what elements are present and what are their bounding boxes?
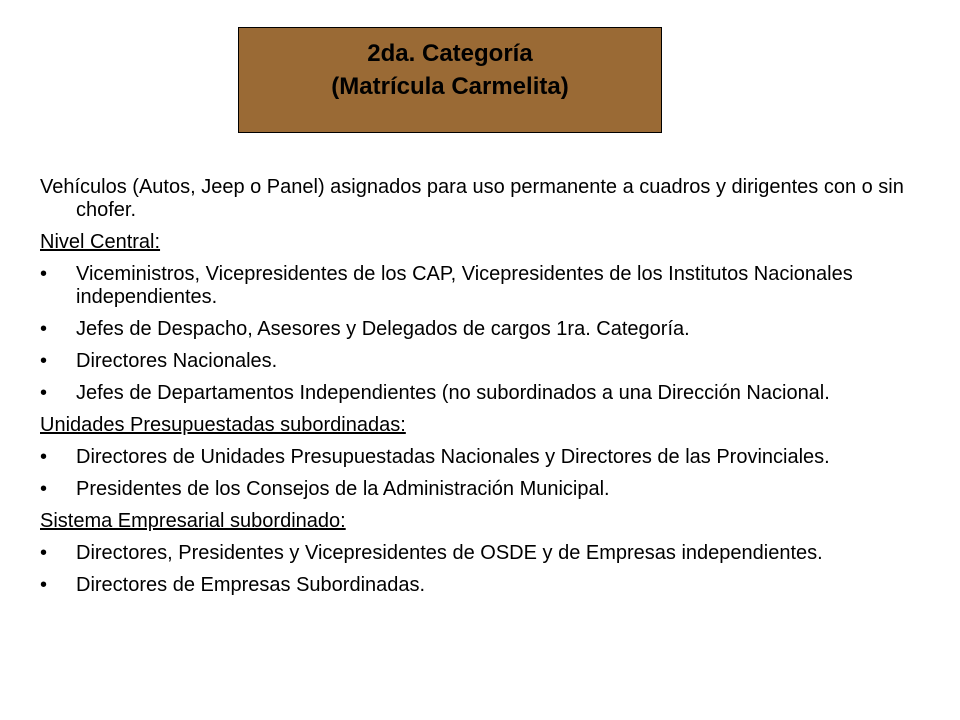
bullet-icon: • [40,263,48,285]
category-subtitle: (Matrícula Carmelita) [331,73,569,100]
slide-body [40,176,930,606]
list-item-text: Viceministros, Vicepresidentes de los CAP, Vicepresidentes de los Institutos Nacionales independientes. [76,263,853,308]
list-item [40,574,930,597]
intro-paragraph: Vehículos (Autos, Jeep o Panel) asignados para uso permanente a cuadros y dirigentes con o sin chofer. [40,176,904,221]
bullet-icon: • [40,318,48,340]
list-item-text: Directores de Empresas Subordinadas. [76,574,426,596]
section-heading-unidades-presupuestadas: Unidades Presupuestadas subordinadas: [40,414,406,436]
list-item [40,446,930,469]
bullet-icon: • [40,382,48,404]
list-item [40,382,930,405]
section-heading-sistema-empresarial: Sistema Empresarial subordinado: [40,510,346,532]
list-item-text: Jefes de Departamentos Independientes (no subordinados a una Dirección Nacional. [76,382,830,404]
list-item [40,350,930,373]
bullet-icon: • [40,446,48,468]
bullet-icon: • [40,574,48,596]
category-title-box [238,27,662,133]
bullet-icon: • [40,478,48,500]
list-item [40,542,930,565]
list-item-text: Directores Nacionales. [76,350,278,372]
category-title: 2da. Categoría [367,40,533,67]
list-item-text: Jefes de Despacho, Asesores y Delegados de cargos 1ra. Categoría. [76,318,690,340]
list-item-text: Directores de Unidades Presupuestadas Nacionales y Directores de las Provinciales. [76,446,830,468]
list-item-text: Directores, Presidentes y Vicepresidentes de OSDE y de Empresas independientes. [76,542,823,564]
list-item [40,478,930,501]
bullet-icon: • [40,542,48,564]
bullet-icon: • [40,350,48,372]
list-item-text: Presidentes de los Consejos de la Administración Municipal. [76,478,610,500]
list-item [40,318,930,341]
list-item [40,263,930,309]
section-heading-nivel-central: Nivel Central: [40,231,161,253]
